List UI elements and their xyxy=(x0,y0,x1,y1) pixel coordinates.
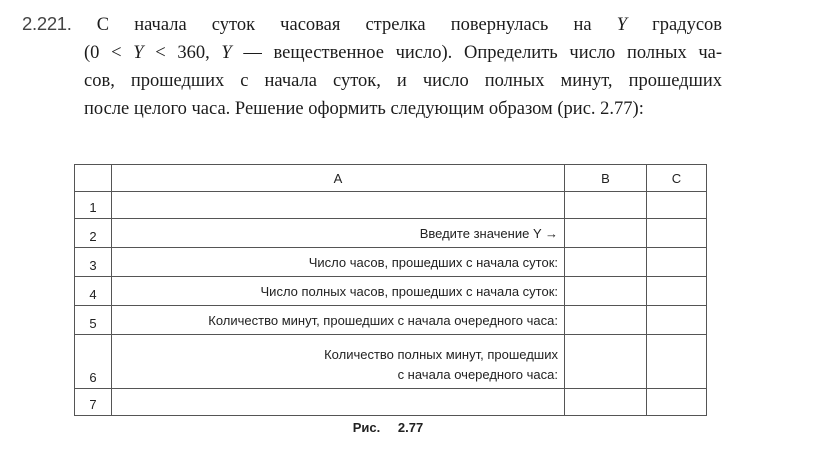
cell-c1 xyxy=(647,192,707,219)
row-header-4: 4 xyxy=(75,277,112,306)
cell-a6-line-1: Количество полных минут, прошедших xyxy=(324,347,558,362)
cell-a4: Число полных часов, прошедших с начала суток: xyxy=(112,277,565,306)
corner-cell xyxy=(75,165,112,192)
sheet-row xyxy=(75,389,707,416)
row-header-7: 7 xyxy=(75,389,112,416)
spreadsheet-figure xyxy=(74,164,707,416)
row-header-2: 2 xyxy=(75,219,112,248)
problem-line-4: после целого часа. Решение оформить следующим образом (рис. 2.77): xyxy=(84,99,644,119)
sheet-row xyxy=(75,219,707,248)
cell-a3: Число часов, прошедших с начала суток: xyxy=(112,248,565,277)
cell-b1 xyxy=(565,192,647,219)
problem-number: 2.221. xyxy=(22,13,72,34)
row-header-3: 3 xyxy=(75,248,112,277)
sheet-row xyxy=(75,335,707,389)
caption-number: 2.77 xyxy=(397,420,424,435)
cell-a5: Количество минут, прошедших с начала очередного часа: xyxy=(112,306,565,335)
cell-c6 xyxy=(647,335,707,389)
cell-a7 xyxy=(112,389,565,416)
caption-label: Рис. xyxy=(352,420,381,435)
sheet-row xyxy=(75,306,707,335)
cell-c4 xyxy=(647,277,707,306)
problem-statement xyxy=(22,10,722,123)
cell-b6 xyxy=(565,335,647,389)
column-header-a: A xyxy=(112,165,565,192)
problem-line-1: 2.221. С начала суток часовая стрелка повернулась на Y градусов xyxy=(22,13,723,35)
column-header-c: C xyxy=(647,165,707,192)
cell-b7 xyxy=(565,389,647,416)
cell-a2: Введите значение Y → xyxy=(112,219,565,248)
problem-line-3: сов, прошедших с начала суток, и число полных минут, прошедших xyxy=(84,71,722,91)
sheet-row xyxy=(75,192,707,219)
cell-b5 xyxy=(565,306,647,335)
cell-c2 xyxy=(647,219,707,248)
figure-caption xyxy=(0,420,730,435)
cell-b4 xyxy=(565,277,647,306)
cell-a6 xyxy=(112,335,565,389)
cell-a6-line-2: с начала очередного часа: xyxy=(397,367,558,382)
column-header-row xyxy=(75,165,707,192)
problem-line-2: (0 < Y < 360, Y — вещественное число). Определить число полных ча- xyxy=(84,43,723,63)
cell-c3 xyxy=(647,248,707,277)
cell-b3 xyxy=(565,248,647,277)
cell-c5 xyxy=(647,306,707,335)
cell-b2 xyxy=(565,219,647,248)
row-header-5: 5 xyxy=(75,306,112,335)
sheet-row xyxy=(75,248,707,277)
sheet-row xyxy=(75,277,707,306)
cell-a1 xyxy=(112,192,565,219)
cell-c7 xyxy=(647,389,707,416)
row-header-1: 1 xyxy=(75,192,112,219)
column-header-b: B xyxy=(565,165,647,192)
row-header-6: 6 xyxy=(75,335,112,389)
